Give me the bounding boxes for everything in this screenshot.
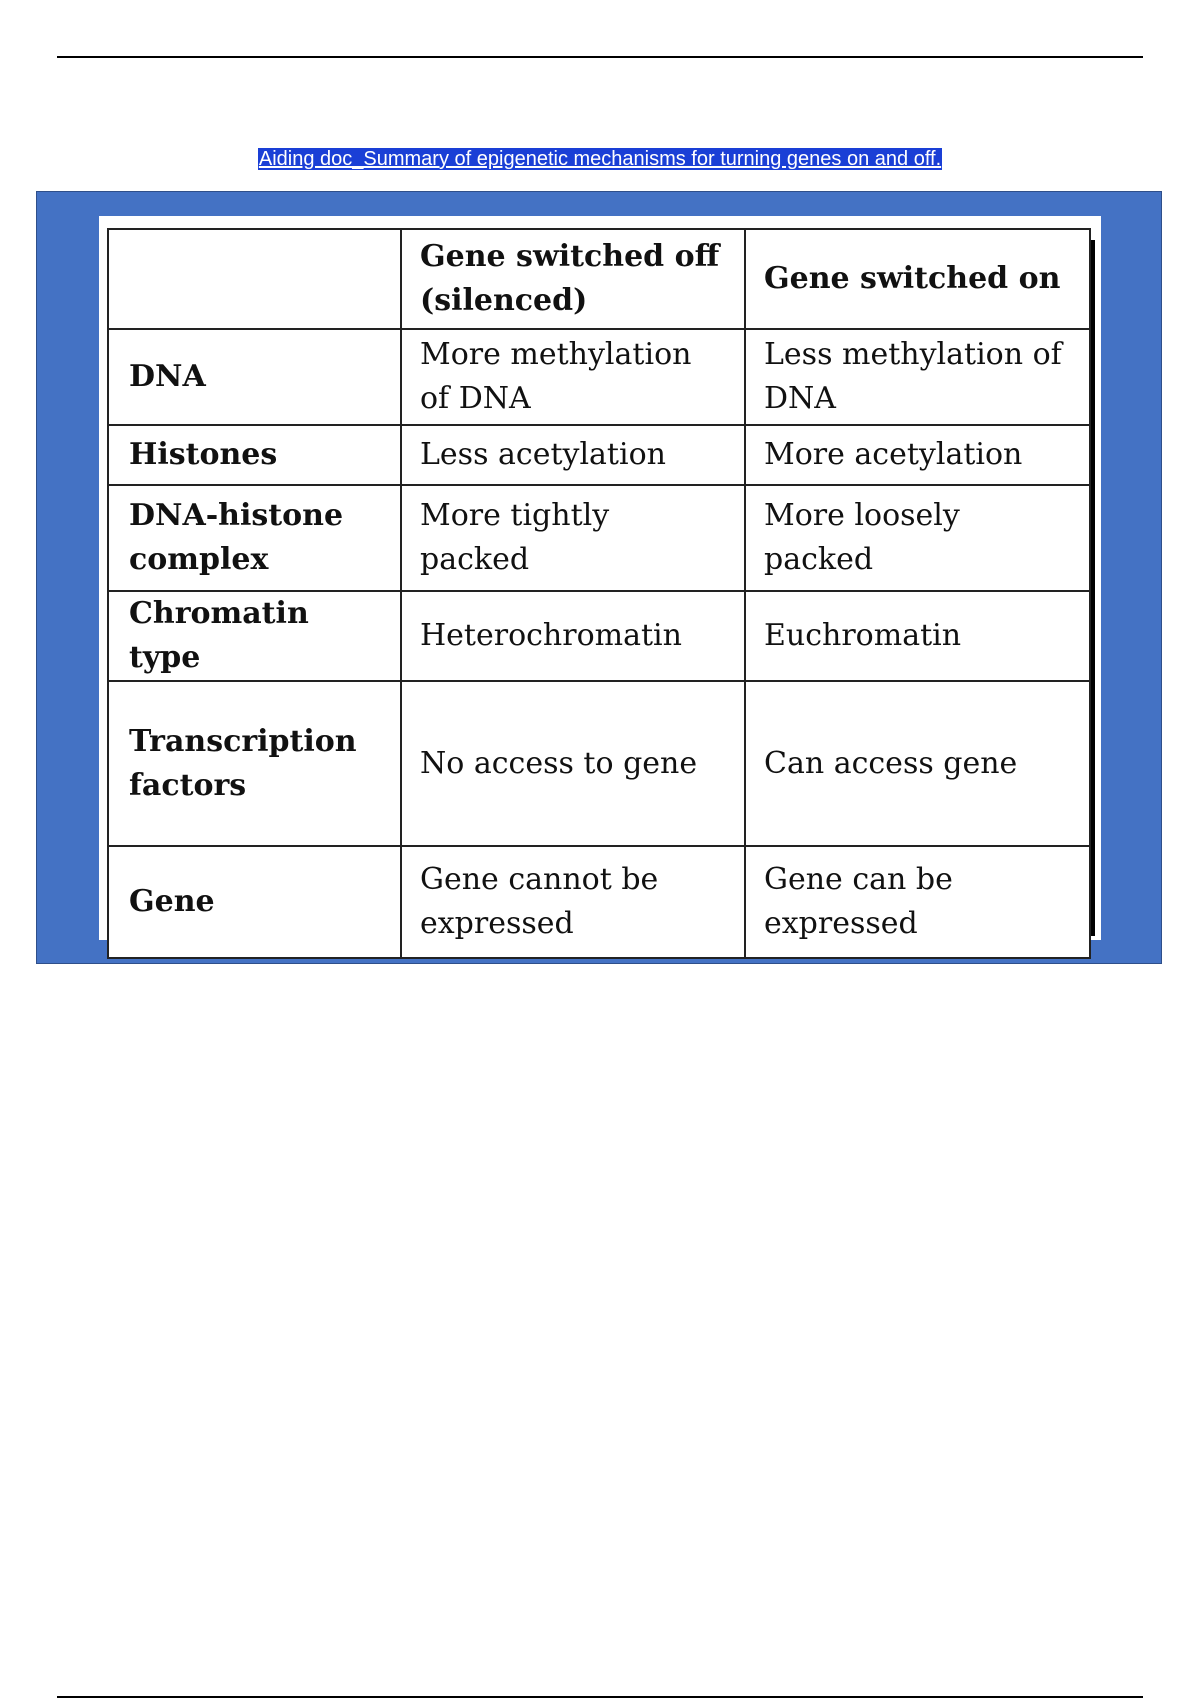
column-header-gene-on: Gene switched on [745, 229, 1090, 329]
cell-gene-on: Euchromatin [745, 591, 1090, 681]
cell-gene-on: More loosely packed [745, 485, 1090, 591]
cell-gene-off: Heterochromatin [401, 591, 745, 681]
cell-gene-off: Gene cannot be expressed [401, 846, 745, 958]
table-row [108, 681, 1090, 846]
table-header-row [108, 229, 1090, 329]
row-label-dna: DNA [108, 329, 401, 425]
epigenetics-table [107, 228, 1091, 959]
cell-gene-on: More acetylation [745, 425, 1090, 485]
table-row [108, 329, 1090, 425]
table-row [108, 485, 1090, 591]
table-row [108, 846, 1090, 958]
cell-gene-on: Gene can be expressed [745, 846, 1090, 958]
corner-cell [108, 229, 401, 329]
cell-gene-off: No access to gene [401, 681, 745, 846]
title-link[interactable]: Aiding doc_Summary of epigenetic mechanisms for turning genes on and off. [258, 148, 942, 170]
row-label-gene: Gene [108, 846, 401, 958]
row-label-transcription-factors: Transcription factors [108, 681, 401, 846]
row-label-histones: Histones [108, 425, 401, 485]
table-row [108, 425, 1090, 485]
table-row [108, 591, 1090, 681]
cell-gene-on: Less methylation of DNA [745, 329, 1090, 425]
cell-gene-off: More tightly packed [401, 485, 745, 591]
row-label-chromatin-type: Chromatin type [108, 591, 401, 681]
row-label-dna-histone-complex: DNA-histone complex [108, 485, 401, 591]
cell-gene-on: Can access gene [745, 681, 1090, 846]
header-rule [57, 56, 1143, 58]
footer-rule [57, 1696, 1143, 1698]
cell-gene-off: More methylation of DNA [401, 329, 745, 425]
column-header-gene-off: Gene switched off (silenced) [401, 229, 745, 329]
cell-gene-off: Less acetylation [401, 425, 745, 485]
document-title [0, 147, 1200, 171]
